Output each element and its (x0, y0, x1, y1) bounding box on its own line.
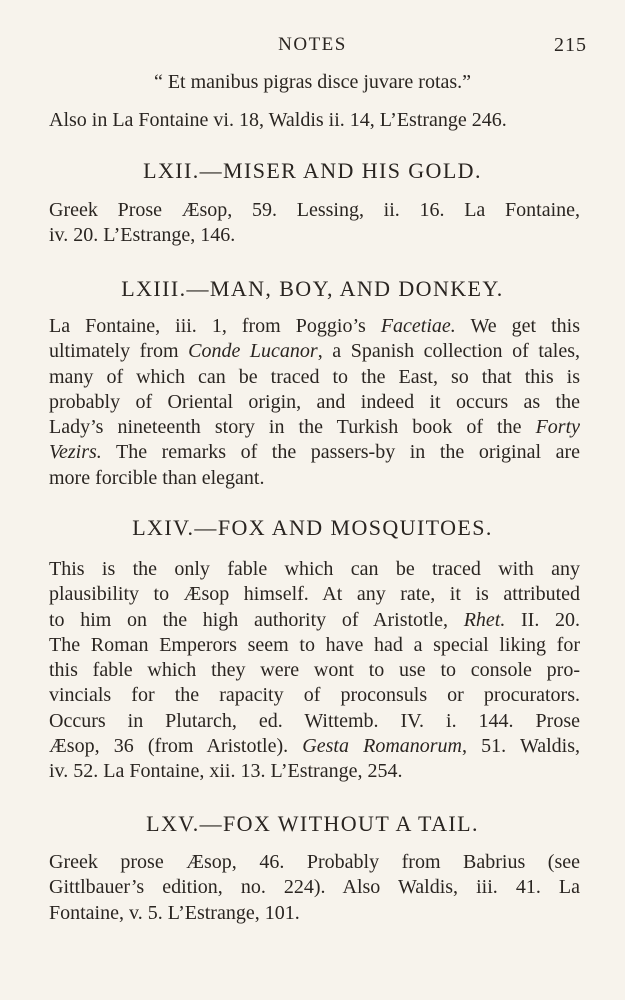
text-line: Lady’s nineteenth story in the Turkish book of the Forty (49, 416, 580, 439)
italic-title: Conde Lucanor (188, 340, 318, 363)
text-line: ultimately from Conde Lucanor, a Spanish collection of tales, (49, 340, 580, 363)
text-line: Greek prose Æsop, 46. Probably from Babrius (see (49, 851, 580, 873)
section-body-lxiii (49, 314, 580, 491)
text-line: plausibility to Æsop himself. At any rate, it is attributed (49, 583, 580, 606)
text-line: Æsop, 36 (from Aristotle). Gesta Romanorum, 51. Waldis, (49, 735, 581, 758)
latin-quote: “ Et manibus pigras disce juvare rotas.” (153, 71, 472, 93)
section-title-lxiii: LXIII.—MAN, BOY, AND DONKEY. (121, 276, 504, 301)
page-number: 215 (554, 34, 587, 56)
section-body-lxv (49, 850, 580, 926)
italic-title: Forty (535, 416, 580, 439)
text-line: Occurs in Plutarch, ed. Wittemb. IV. i. 144. Prose (49, 709, 580, 732)
section-title-lxiv: LXIV.—FOX AND MOSQUITOES. (132, 515, 493, 540)
text-line: vincials for the rapacity of proconsuls or procurators. (49, 684, 580, 707)
text-line: to him on the high authority of Aristotle, Rhet. II. 20. (49, 608, 580, 631)
running-head: NOTES (278, 34, 347, 55)
page-header (0, 34, 625, 62)
text-line: Greek Prose Æsop, 59. Lessing, ii. 16. La Fontaine, (49, 199, 580, 221)
text-line: probably of Oriental origin, and indeed it occurs as the (49, 390, 580, 413)
text-line: This is the only fable which can be traced with any (49, 558, 580, 580)
text-line: iv. 20. L’Estrange, 146. (49, 224, 236, 247)
section-body-lxiv (49, 557, 580, 785)
text-line: Vezirs. The remarks of the passers-by in the original are (49, 441, 580, 464)
text-line: more forcible than elegant. (49, 466, 265, 489)
italic-title: Vezirs. (49, 441, 102, 464)
section-body-lxii (49, 198, 580, 249)
italic-title: Rhet. (463, 608, 506, 631)
text-line: many of which can be traced to the East, so that this is (49, 365, 580, 388)
text-line: Gittlbauer’s edition, no. 224). Also Waldis, iii. 41. La (49, 876, 580, 899)
section-title-lxii: LXII.—MISER AND HIS GOLD. (143, 158, 482, 183)
text-line: iv. 52. La Fontaine, xii. 13. L’Estrange, 254. (49, 760, 403, 783)
text-line: Fontaine, v. 5. L’Estrange, 101. (49, 901, 300, 924)
text-line: The Roman Emperors seem to have had a special liking for (49, 633, 580, 656)
also-reference: Also in La Fontaine vi. 18, Waldis ii. 14, L’Estrange 246. (49, 109, 507, 131)
text-line: La Fontaine, iii. 1, from Poggio’s Facetiae. We get this (49, 315, 581, 337)
italic-title: Facetiae. (380, 315, 456, 337)
text-line: this fable which they were wont to use to console pro- (49, 659, 580, 682)
section-title-lxv: LXV.—FOX WITHOUT A TAIL. (146, 811, 479, 836)
italic-title: Gesta Romanorum (302, 735, 463, 758)
